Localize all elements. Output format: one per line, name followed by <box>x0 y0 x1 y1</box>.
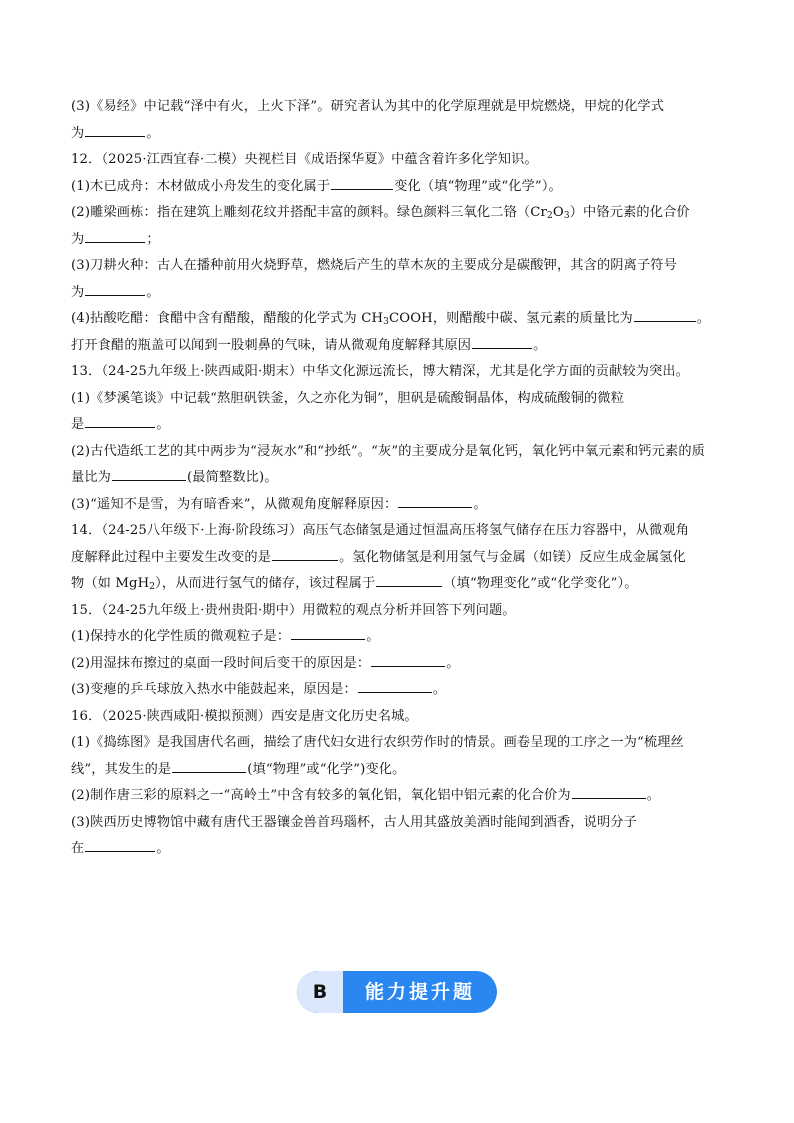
formula-cr2o3: $Cr_2O_3$ <box>530 205 570 221</box>
q13-part1-line2: 是 。 <box>71 412 731 439</box>
q12-part2-line1: (2)雕梁画栋：指在建筑上雕刻花纹并搭配丰富的颜料。绿色颜料三氧化二铬$(Cr_2O_3)$中铬元素的化合价 <box>71 205 690 221</box>
q16-part1-line1: (1)《捣练图》是我国唐代名画，描绘了唐代妇女进行农织劳作时的情景。画卷呈现的工序之一为“梳理丝 <box>71 735 684 750</box>
q11-part3-line2: 为 。 <box>71 121 731 148</box>
q16-part1-line2: 线”，其发生的是 (填“物理”或“化学”)变化。 <box>71 757 731 784</box>
q12-part2-line2: 为 ； <box>71 227 731 254</box>
answer-blank[interactable] <box>331 175 393 190</box>
q13-part2-line2: 量比为 (最简整数比)。 <box>71 465 731 492</box>
q14-line3: 物（如 MgH$_2$），从而进行氢气的储存，该过程属于 （填“物理变化”或“化学变化”）。 <box>71 571 731 598</box>
q12-part3-line2: 为 。 <box>71 280 731 307</box>
answer-blank[interactable] <box>272 546 338 561</box>
q12-part4-line1: (4)拈酸吃醋：食醋中含有醋酸，醋酸的化学式为 $CH_3COOH$，则醋酸中碳、氢元素的质量比为 。 <box>71 306 731 333</box>
q13-part3: (3)“遥知不是雪，为有暗香来”，从微观角度解释原因： 。 <box>71 492 731 519</box>
answer-blank[interactable] <box>85 837 155 852</box>
answer-blank[interactable] <box>85 281 145 296</box>
answer-blank[interactable] <box>85 413 155 428</box>
section-letter: B <box>312 981 328 1003</box>
q15-part2: (2)用湿抹布擦过的桌面一段时间后变干的原因是： 。 <box>71 651 731 678</box>
answer-blank[interactable] <box>112 466 186 481</box>
q12-heading: 12．（2025·江西宜春·二模）央视栏目《成语探华夏》中蕴含着许多化学知识。 <box>71 152 538 167</box>
q15-heading: 15．（24-25九年级上·贵州贵阳·期中）用微粒的观点分析并回答下列问题。 <box>71 602 516 618</box>
q12-part1: (1)木已成舟：木材做成小舟发生的变化属于 变化（填“物理”或“化学”）。 <box>71 174 731 201</box>
answer-blank[interactable] <box>291 625 365 640</box>
q11-part3-line1: (3)《易经》中记载“泽中有火，上火下泽”。研究者认为其中的化学原理就是甲烷燃烧，甲烷的化学式 <box>71 99 665 114</box>
q14-line2: 度解释此过程中主要发生改变的是 。氢化物储氢是利用氢气与金属（如镁）反应生成金属氢化 <box>71 545 731 572</box>
answer-blank[interactable] <box>172 758 246 773</box>
q15-part3: (3)变瘪的乒乓球放入热水中能鼓起来，原因是： 。 <box>71 677 731 704</box>
q13-part2-line1: (2)古代造纸工艺的其中两步为“浸灰水”和“抄纸”。“灰”的主要成分是氧化钙，氧化钙中氧元素和钙元素的质 <box>71 443 705 459</box>
q15-part1: (1)保持水的化学性质的微观粒子是： 。 <box>71 624 731 651</box>
answer-blank[interactable] <box>634 307 696 322</box>
answer-blank[interactable] <box>572 784 646 799</box>
q16-part3-line2: 在 。 <box>71 836 731 863</box>
answer-blank[interactable] <box>376 572 442 587</box>
q16-part3-line1: (3)陕西历史博物馆中藏有唐代王器镶金兽首玛瑙杯，古人用其盛放美酒时能闻到酒香，说明分子 <box>71 814 637 830</box>
q13-part1-line1: (1)《梦溪笔谈》中记载“熬胆矾铁釜，久之亦化为铜”，胆矾是硫酸铜晶体，构成硫酸铜的微粒 <box>71 390 625 406</box>
section-b-badge <box>297 971 497 1013</box>
answer-blank[interactable] <box>85 228 145 243</box>
answer-blank[interactable] <box>398 493 472 508</box>
q12-part4-line2: 打开食醋的瓶盖可以闻到一股刺鼻的气味，请从微观角度解释其原因 。 <box>71 333 731 360</box>
q16-part2: (2)制作唐三彩的原料之一“高岭土”中含有较多的氧化铝，氧化铝中铝元素的化合价为 。 <box>71 783 731 810</box>
q16-heading: 16．（2025·陕西咸阳·模拟预测）西安是唐文化历史名城。 <box>71 708 418 724</box>
q13-heading: 13．（24-25九年级上·陕西咸阳·期末）中华文化源远流长，博大精深，尤其是化学方面的贡献较为突出。 <box>71 364 690 379</box>
question-content <box>71 94 731 863</box>
q12-part3-line1: (3)刀耕火种：古人在播种前用火烧野草，燃烧后产生的草木灰的主要成分是碳酸钾，其含的阴离子符号 <box>71 258 677 273</box>
section-title: 能力提升题 <box>364 981 475 1003</box>
q14-line1: 14．（24-25八年级下·上海·阶段练习）高压气态储氢是通过恒温高压将氢气储存在压力容器中，从微观角 <box>71 523 690 538</box>
answer-blank[interactable] <box>472 334 532 349</box>
answer-blank[interactable] <box>358 678 432 693</box>
answer-blank[interactable] <box>371 652 445 667</box>
answer-blank[interactable] <box>85 122 145 137</box>
